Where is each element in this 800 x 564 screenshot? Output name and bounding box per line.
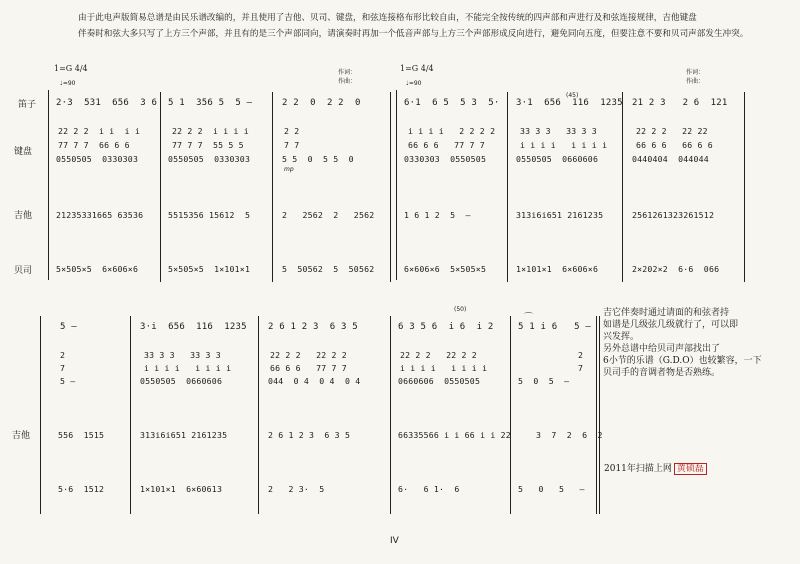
note-line-6: 贝司手的音调者物是否熟练。 xyxy=(603,368,721,378)
bass-m3: 5 50562 5 50562 xyxy=(282,264,375,274)
bass-m4: 6×606×6 5×505×5 xyxy=(404,264,487,274)
page-number: IV xyxy=(390,536,399,546)
s2-bass-m5: 5 0 5 – xyxy=(518,484,585,494)
kb-middle-m3: 7 7 xyxy=(284,140,300,150)
s2-kb-lower-m2: 0550505 0660606 xyxy=(140,376,223,386)
system-brace-2 xyxy=(40,316,41,514)
s2-bass-m2: 1×101×1 6×60613 xyxy=(140,484,223,494)
label-guitar-2: 吉他 xyxy=(12,431,31,441)
kb-upper-m1: 22 2 2 i i i i xyxy=(58,126,141,136)
measure-number-50: (50) xyxy=(454,306,467,313)
guitar-m2: 5515356 15612 5 xyxy=(168,210,251,220)
key-signature-1: 1=G 4/4 xyxy=(54,64,88,73)
bass-m2: 5×505×5 1×101×1 xyxy=(168,264,251,274)
note-line-1: 吉它伴奏时通过请面的和弦者持 xyxy=(603,308,730,318)
s2-guitar-m3: 2 6 1 2 3 6 3 5 xyxy=(268,430,351,440)
barline xyxy=(160,92,161,282)
note-line-3: 兴发挥。 xyxy=(603,332,640,342)
scan-stamp xyxy=(604,461,707,474)
s2-kb-middle-m4: i i i i i i i i xyxy=(400,363,488,373)
note-line-4: 另外总谱中给贝司声部找出了 xyxy=(603,344,721,354)
barline xyxy=(258,316,259,514)
barline xyxy=(507,92,508,282)
composer-label-1: 作曲： xyxy=(338,78,357,85)
s2-guitar-m1: 556 1515 xyxy=(58,430,105,440)
s2-kb-upper-m4: 22 2 2 22 2 2 xyxy=(400,350,477,360)
measure-number-45: (45) xyxy=(566,92,579,99)
kb-middle-m4: 66 6 6 77 7 7 xyxy=(408,140,485,150)
kb-upper-m5: 33 3 3 33 3 3 xyxy=(520,126,597,136)
kb-upper-m6: 22 2 2 22 22 xyxy=(636,126,708,136)
bass-m6: 2×202×2 6·6 066 xyxy=(632,264,720,274)
guitar-m1: 21235331665 63536 xyxy=(56,210,144,220)
s2-flute-m4: 6 3 5 6 i 6 i 2 xyxy=(398,322,494,332)
flute-m6: 21 2 3 2 6 121 xyxy=(632,98,728,108)
note-line-2: 如谱是几级弦几级就行了，可以即 xyxy=(603,320,739,330)
guitar-m3: 2 2562 2 2562 xyxy=(282,210,375,220)
kb-lower-m2: 0550505 0330303 xyxy=(168,154,251,164)
s2-kb-middle-m2: i i i i i i i i xyxy=(144,363,232,373)
system-brace-1b xyxy=(396,90,397,280)
s2-kb-upper-m2: 33 3 3 33 3 3 xyxy=(144,350,221,360)
credits-2 xyxy=(686,68,704,86)
s2-bass-m4: 6· 6 1· 6 xyxy=(398,484,460,494)
label-flute: 笛子 xyxy=(18,100,37,110)
label-keyboard: 键盘 xyxy=(14,147,33,157)
bass-m1: 5×505×5 6×606×6 xyxy=(56,264,139,274)
kb-upper-m4: i i i i 2 2 2 2 xyxy=(408,126,496,136)
s2-guitar-m5: 3 7 2 6 2 xyxy=(536,430,603,440)
s2-kb-middle-m3: 66 6 6 77 7 7 xyxy=(270,363,347,373)
flute-m4: 6·1 6 5 5 3 5· xyxy=(404,98,500,108)
label-bass: 贝司 xyxy=(14,266,33,276)
s2-flute-m1: 5 – xyxy=(60,322,77,332)
kb-lower-m6: 0440404 044044 xyxy=(632,154,709,164)
barline xyxy=(272,92,273,282)
system-brace-1 xyxy=(48,90,49,280)
kb-middle-m6: 66 6 6 66 6 6 xyxy=(636,140,713,150)
dynamic-mp: mp xyxy=(284,166,294,173)
barline xyxy=(622,92,623,282)
s2-kb-lower-m3: 044 0 4 0 4 0 4 xyxy=(268,376,361,386)
barline-final xyxy=(599,316,600,514)
s2-kb-lower-m4: 0660606 0550505 xyxy=(398,376,481,386)
kb-lower-m1: 0550505 0330303 xyxy=(56,154,139,164)
guitar-m4: 1 6 1 2 5 – xyxy=(404,210,471,220)
lyricist-label-1: 作词： xyxy=(338,69,357,76)
tempo-2: ♩=90 xyxy=(406,80,422,87)
s2-guitar-m4: 66335566 i i 66 i i 22 xyxy=(398,430,511,440)
fermata-icon: ⌒ xyxy=(524,313,534,323)
s2-bass-m1: 5·6 1512 xyxy=(58,484,105,494)
s2-kb-upper-m5: 2 xyxy=(578,350,584,360)
intro-text xyxy=(78,10,778,42)
note-line-5: 6小节的乐谱（G.D.O）也较繁容，一下 xyxy=(603,356,762,366)
credits-1 xyxy=(338,68,356,86)
kb-upper-m2: 22 2 2 i i i i xyxy=(172,126,249,136)
stamp-text: 2011年扫描上网 xyxy=(604,464,672,474)
flute-m3: 2 2 0 2 2 0 xyxy=(282,98,361,108)
tempo-1: ♩=90 xyxy=(60,80,76,87)
s2-flute-m3: 2 6 1 2 3 6 3 5 xyxy=(268,322,358,332)
kb-upper-m3: 2 2 xyxy=(284,126,300,136)
kb-lower-m3: 5 5 0 5 5 0 xyxy=(282,154,354,164)
composer-label-2: 作曲： xyxy=(686,78,705,85)
key-signature-2: 1=G 4/4 xyxy=(400,64,434,73)
intro-line-2: 伴奏时和弦大多只写了上方三个声部，并且有的是三个声部同向，请演奏时再加一个低音声部与上方三个声部形成反向进行，避免同向五度，但要注意不要和贝司声部发生冲突。 xyxy=(78,29,749,39)
guitar-m6: 2561261323261512 xyxy=(632,210,715,220)
handwritten-note xyxy=(603,307,775,379)
kb-lower-m4: 0330303 0550505 xyxy=(404,154,487,164)
s2-flute-m5: 5 1 i 6 5 – xyxy=(518,322,592,332)
bass-m5: 1×101×1 6×606×6 xyxy=(516,264,599,274)
barline xyxy=(390,92,391,282)
label-guitar: 吉他 xyxy=(14,211,33,221)
s2-kb-upper-m3: 22 2 2 22 2 2 xyxy=(270,350,347,360)
barline xyxy=(390,316,391,514)
s2-guitar-m2: 313i6i651 2161235 xyxy=(140,430,228,440)
s2-kb-upper-m1: 2 xyxy=(60,350,66,360)
kb-lower-m5: 0550505 0660606 xyxy=(516,154,599,164)
lyricist-label-2: 作词： xyxy=(686,69,705,76)
s2-kb-lower-m1: 5 – xyxy=(60,376,76,386)
barline-final xyxy=(596,316,597,514)
s2-kb-middle-m5: 7 xyxy=(578,363,584,373)
barline xyxy=(510,316,511,514)
intro-line-1: 由于此电声版简易总谱是由民乐谱改编的，并且使用了吉他、贝司、键盘，和弦连接格布形比较自由，不能完全按传统的四声部和声进行及和弦连接规律，吉他键盘 xyxy=(78,13,697,23)
kb-middle-m1: 77 7 7 66 6 6 xyxy=(58,140,130,150)
flute-m1: 2·3 531 656 3 6 xyxy=(56,98,158,108)
stamp-name-box: 黄硕磊 xyxy=(674,463,707,475)
s2-kb-middle-m1: 7 xyxy=(60,363,66,373)
s2-bass-m3: 2 2 3· 5 xyxy=(268,484,325,494)
flute-m5: 3·1 656 116 1235 xyxy=(516,98,623,108)
kb-middle-m5: i i i i i i i i xyxy=(520,140,608,150)
guitar-m5: 313i6i651 2161235 xyxy=(516,210,604,220)
barline xyxy=(130,316,131,514)
s2-flute-m2: 3·i 656 116 1235 xyxy=(140,322,247,332)
barline xyxy=(744,92,745,282)
s2-kb-lower-m5: 5 0 5 – xyxy=(518,376,570,386)
kb-middle-m2: 77 7 7 55 5 5 xyxy=(172,140,244,150)
flute-m2: 5 1 356 5 5 – xyxy=(168,98,253,108)
